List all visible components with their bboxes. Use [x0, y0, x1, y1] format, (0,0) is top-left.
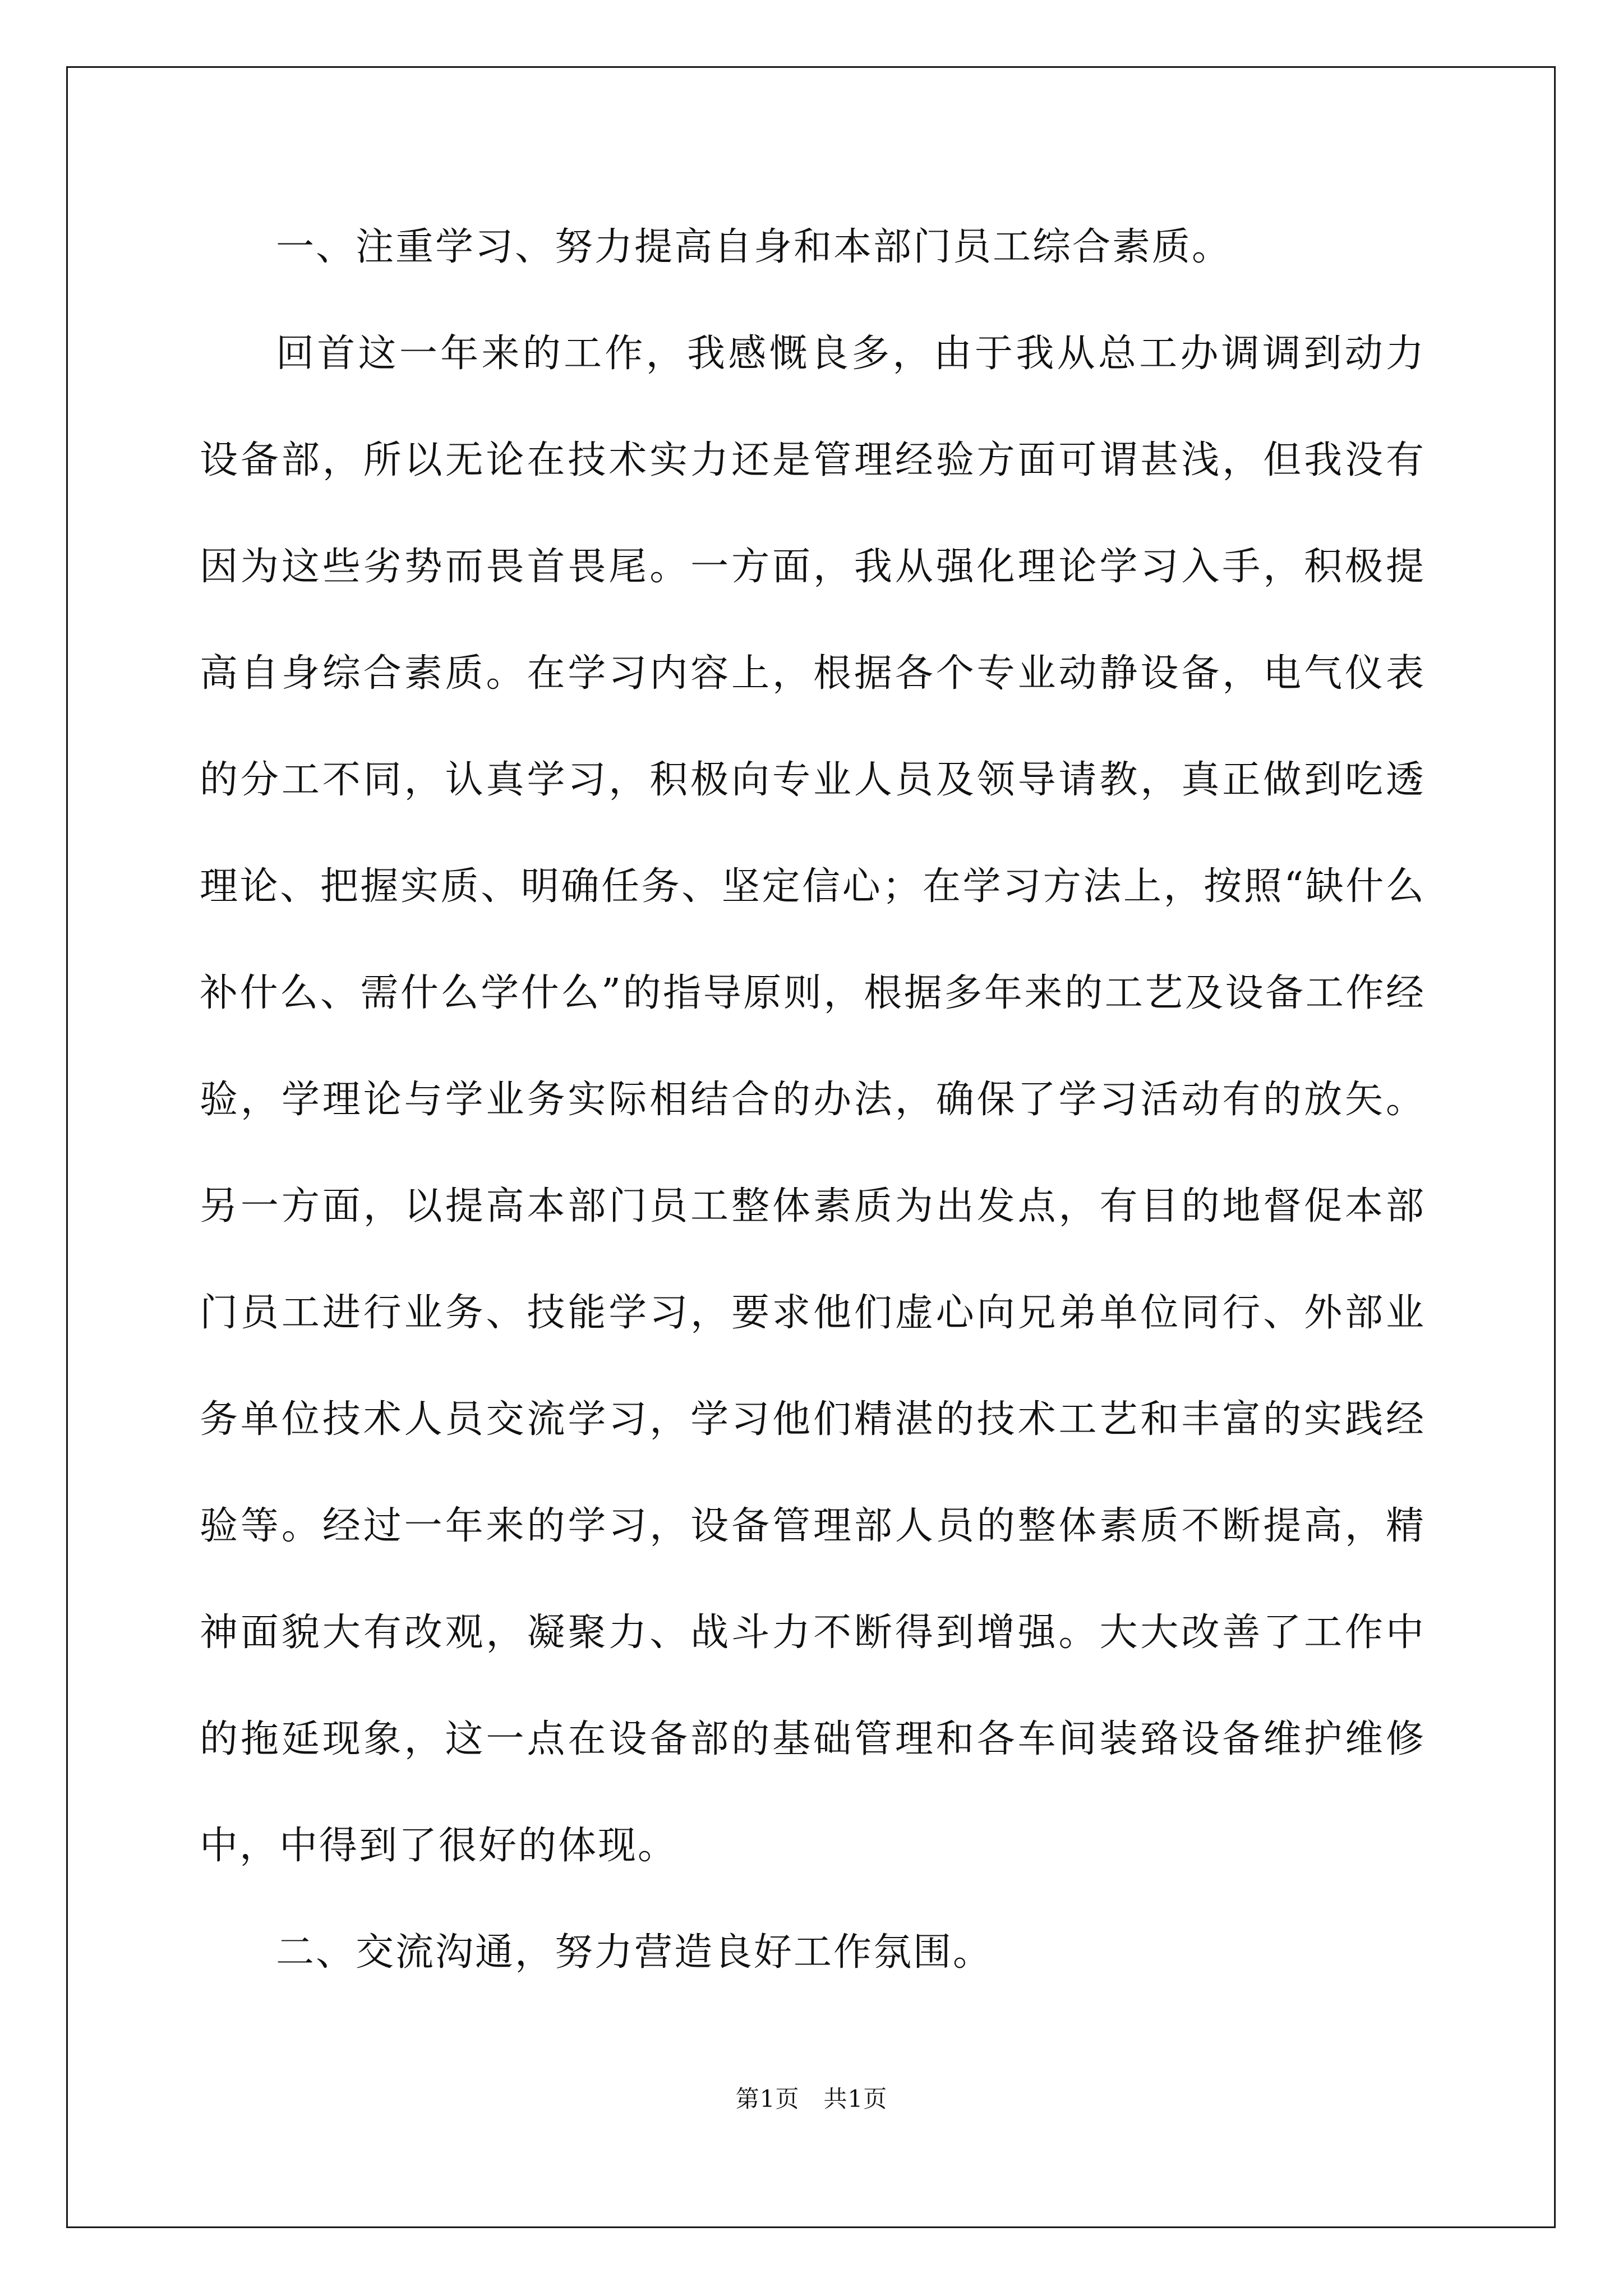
section-heading-1: 一、注重学习、努力提高自身和本部门员工综合素质。: [276, 225, 1232, 269]
section-heading-2: 二、交流沟通，努力营造良好工作氛围。: [276, 1930, 993, 1975]
document-body: [200, 194, 1426, 2006]
body-paragraph: 回首这一年来的工作，我感慨良多，由于我从总工办调调到动力设备部，所以无论在技术实力还是管理经验方面可谓甚浅，但我没有因为这些劣势而畏首畏尾。一方面，我从强化理论学习入手，积极提高自身综合素质。在学习内容上，根据各个专业动静设备，电气仪表的分工不同，认真学习，积极向专业人员及领导请教，真正做到吃透理论、把握实质、明确任务、坚定信心；在学习方法上，按照“缺什么补什么、需什么学什么”的指导原则，根据多年来的工艺及设备工作经验，学理论与学业务实际相结合的办法，确保了学习活动有的放矢。另一方面，以提高本部门员工整体素质为出发点，有目的地督促本部门员工进行业务、技能学习，要求他们虚心向兄弟单位同行、外部业务单位技术人员交流学习，学习他们精湛的技术工艺和丰富的实践经验等。经过一年来的学习，设备管理部人员的整体素质不断提高，精神面貌大有改观，凝聚力、战斗力不断得到增强。大大改善了工作中的拖延现象，这一点在设备部的基础管理和各车间装臵设备维护维修中，中得到了很好的体现。: [200, 332, 1426, 1868]
page-number-footer: 第1页 共1页: [735, 2085, 888, 2113]
